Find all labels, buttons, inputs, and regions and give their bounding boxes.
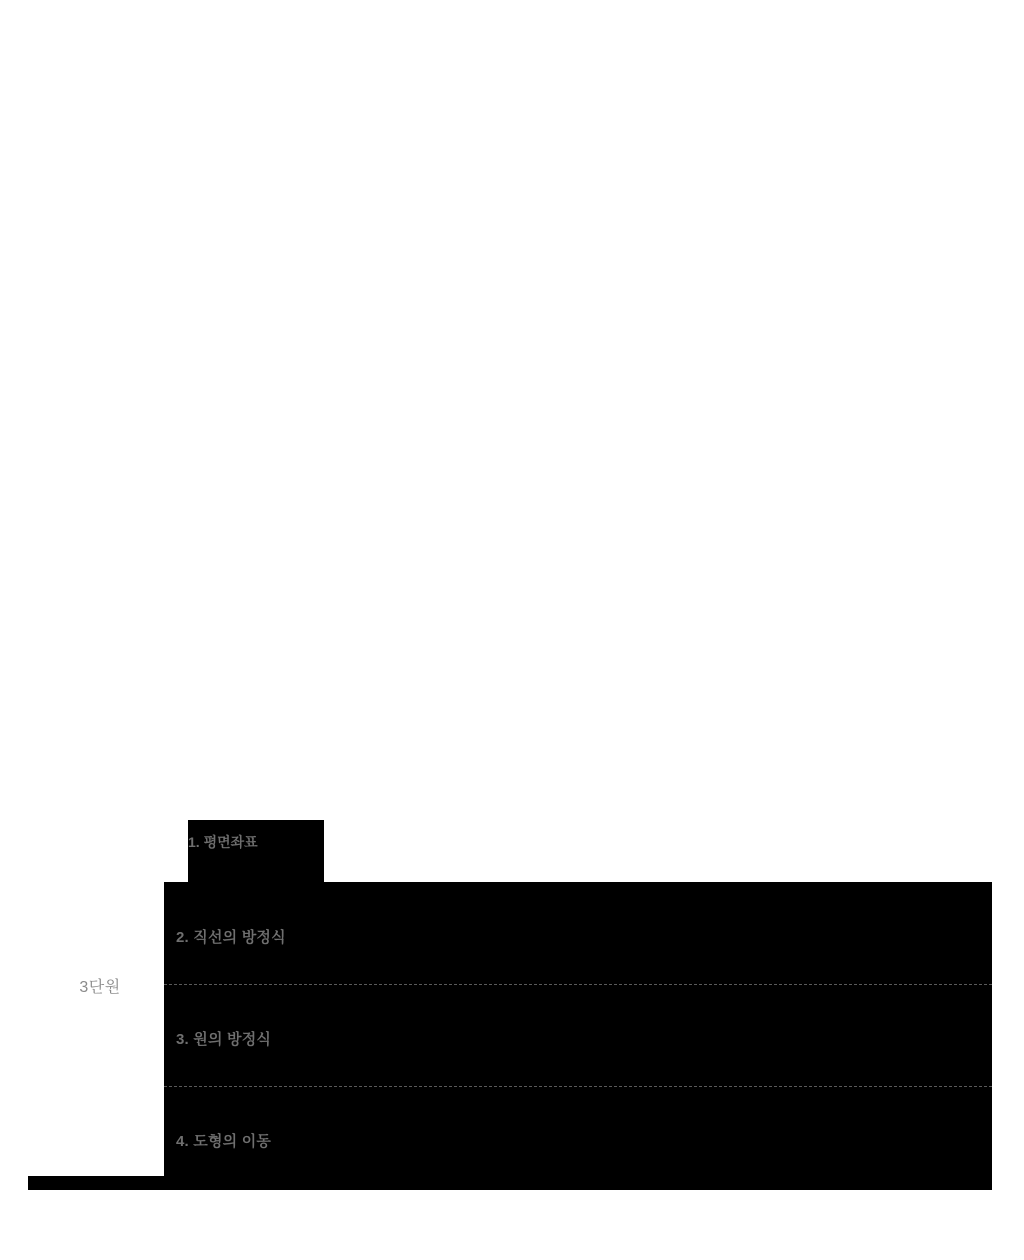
chapter-row-3[interactable] bbox=[164, 984, 992, 1086]
chapter-row-3-label: 3. 원의 방정식 bbox=[176, 1031, 272, 1048]
chapter-tab-1[interactable] bbox=[188, 820, 324, 882]
unit-label: 3단원 bbox=[79, 979, 121, 996]
chapter-tab-1-label: 1. 평면좌표 bbox=[188, 834, 258, 850]
panel-base-bar bbox=[28, 1176, 992, 1190]
chapter-row-4[interactable] bbox=[164, 1086, 992, 1188]
chapter-row-2[interactable] bbox=[164, 882, 992, 984]
chapter-row-4-label: 4. 도형의 이동 bbox=[176, 1133, 272, 1150]
chapter-panel bbox=[164, 882, 992, 1188]
chapter-row-2-label: 2. 직선의 방정식 bbox=[176, 929, 286, 946]
footer-blank-area bbox=[0, 1190, 1024, 1260]
